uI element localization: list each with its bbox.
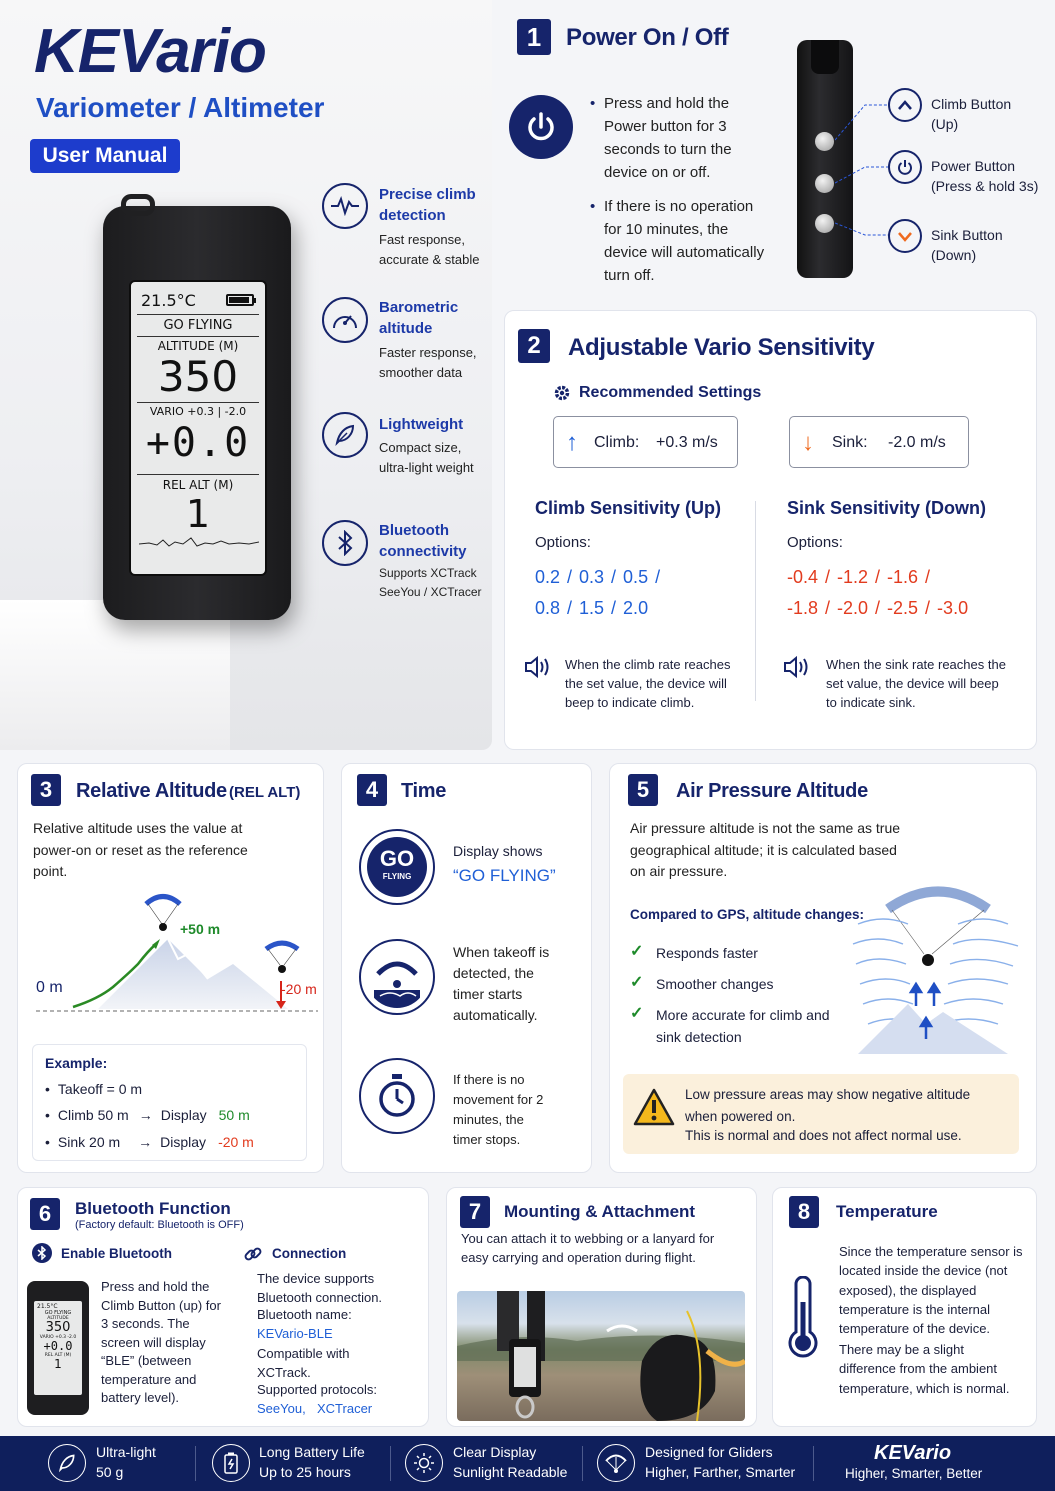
button-sub: (Up): [931, 116, 959, 132]
button-label: Climb Button: [931, 96, 1012, 112]
screen-altitude-value: 350: [157, 352, 239, 401]
section-title-suffix: (REL ALT): [229, 784, 301, 801]
section-number: 8: [789, 1196, 819, 1228]
screen-temperature: 21.5°C: [141, 291, 196, 310]
feature-desc: Fast response, accurate & stable: [379, 232, 480, 267]
chevron-up-icon: [888, 88, 922, 122]
enable-text: Press and hold the Climb Button (up) for 3 seconds. The screen will display “BLE” (between temperature and battery level).: [101, 1279, 221, 1405]
screen-status: GO FLYING: [163, 318, 233, 333]
button-sub: (Down): [931, 247, 977, 263]
device-body: [103, 206, 291, 620]
example-arrow: →: [138, 1107, 153, 1123]
battery-icon: [226, 294, 254, 306]
intro-text: Relative altitude uses the value at power-on or reset as the reference point.: [33, 820, 248, 879]
mini-rel: 1: [54, 1357, 62, 1371]
screen-vario-value: +0.0: [145, 420, 251, 466]
power-small-icon: [888, 150, 922, 184]
power-bullet: • If there is no operation for 10 minutes, the device will automatically turn off.: [588, 195, 773, 287]
climb-box-value: +0.3 m/s: [656, 434, 718, 451]
sink-options-row2: -1.8 / -2.0 / -2.5 / -3.0: [787, 598, 969, 618]
time-item1-line2: “GO FLYING”: [453, 866, 556, 885]
battery-icon: [212, 1444, 250, 1482]
climb-button[interactable]: [815, 132, 834, 151]
mini-rel-label: REL ALT (M): [44, 1353, 72, 1358]
mounting-text: You can attach it to webbing or a lanyard for easy carrying and operation during flight.: [461, 1231, 715, 1265]
sink-box-label: Sink:: [832, 434, 868, 451]
takeoff-icon: [359, 939, 435, 1015]
check-list: [630, 942, 830, 1057]
brand-subtitle: Variometer / Altimeter: [36, 92, 325, 123]
gauge-icon: [322, 297, 368, 343]
warning-line2: This is normal and does not affect normal use.: [685, 1128, 962, 1143]
example-value: 50 m: [218, 1107, 250, 1123]
temperature-text2: There may be a slight difference from the ambient temperature, which is normal.: [839, 1342, 1010, 1396]
label-down: -20 m: [281, 981, 317, 997]
sink-recommended-box: [789, 416, 969, 468]
section-temperature: [772, 1187, 1037, 1427]
mounting-photo: [457, 1291, 745, 1421]
screen-rel-alt-value: 1: [185, 492, 211, 536]
climb-options-row1: 0.2 / 0.3 / 0.5 /: [535, 567, 661, 587]
section-number: 2: [518, 329, 550, 363]
intro-text: Air pressure altitude is not the same as true geographical altitude; it is calculated based on air pressure.: [630, 820, 901, 879]
footer-line2: Higher, Farther, Smarter: [645, 1464, 796, 1480]
link-icon: [243, 1244, 263, 1269]
feature-title: Precise climb detection: [379, 186, 476, 224]
example-row: • Climb 50 m → Display 50 m: [45, 1107, 250, 1123]
label-up: +50 m: [180, 921, 221, 937]
sun-icon: [405, 1444, 443, 1482]
connection-text4: Supported protocols:: [257, 1382, 377, 1397]
check-item: ✓ Smoother changes: [630, 973, 830, 995]
altitude-illustration: [28, 889, 318, 1019]
button-label: Sink Button: [931, 227, 1003, 243]
connection-text1: The device supports Bluetooth connection.: [257, 1271, 383, 1305]
check-item: ✓ Responds faster: [630, 942, 830, 964]
section-time: [341, 763, 592, 1173]
section-title: Adjustable Vario Sensitivity: [568, 334, 875, 361]
section-title: Bluetooth Function: [75, 1199, 231, 1218]
footer-line2: Sunlight Readable: [453, 1464, 568, 1480]
bluetooth-icon: [322, 520, 368, 566]
footer-line2: Up to 25 hours: [259, 1464, 351, 1480]
compare-title: Compared to GPS, altitude changes:: [630, 907, 865, 922]
footer-brand: KEVario: [874, 1442, 952, 1464]
warning-icon: [633, 1088, 675, 1131]
screen-altitude-label: ALTITUDE (M): [157, 339, 239, 353]
ble-name: KEVario-BLE: [257, 1326, 333, 1341]
sink-button[interactable]: [815, 214, 834, 233]
section-title: Mounting & Attachment: [504, 1202, 696, 1221]
mini-vario-label: VARIO +0.3 -2.0: [39, 1335, 77, 1340]
speaker-icon: [782, 654, 812, 685]
mini-alt-label: ALTITUDE: [47, 1316, 69, 1321]
example-cell: Display: [160, 1134, 207, 1150]
power-button[interactable]: [815, 174, 834, 193]
example-arrow: →: [138, 1134, 153, 1150]
climb-note: When the climb rate reaches the set value, the device will beep to indicate climb.: [565, 657, 731, 710]
climb-box-label: Climb:: [594, 434, 640, 451]
climb-col-title: Climb Sensitivity (Up): [535, 498, 722, 518]
speaker-icon: [523, 654, 553, 685]
footer-line1: Designed for Gliders: [645, 1444, 773, 1460]
example-value: -20 m: [218, 1134, 254, 1150]
check-item: ✓ More accurate for climb and sink detection: [630, 1004, 830, 1048]
section-number: 7: [460, 1196, 490, 1228]
section-number: 3: [31, 774, 61, 806]
label-zero: 0 m: [36, 979, 63, 996]
feature-desc: Supports XCTrack SeeYou / XCTracer: [379, 566, 482, 599]
go-logo-bottom: FLYING: [382, 872, 412, 881]
mini-status: GO FLYING: [44, 1310, 72, 1316]
connection-text3: Compatible with XCTrack.: [257, 1346, 350, 1380]
device-screen: [129, 280, 267, 576]
section-title: Time: [401, 780, 447, 802]
power-icon: [509, 95, 573, 159]
footer-bar: [0, 1436, 1055, 1491]
section-title: Relative Altitude: [76, 780, 227, 802]
enable-title: Enable Bluetooth: [61, 1246, 172, 1261]
sink-col-title: Sink Sensitivity (Down): [787, 498, 987, 518]
time-item1-line1: Display shows: [453, 843, 543, 859]
gear-icon: [553, 384, 571, 402]
bluetooth-icon: [32, 1243, 52, 1263]
connection-text2: Bluetooth name:: [257, 1307, 352, 1322]
section-air-pressure: [609, 763, 1037, 1173]
feature-desc: Faster response, smoother data: [379, 345, 477, 380]
time-item2: When takeoff is detected, the timer starts automatically.: [453, 944, 550, 1023]
connection-title: Connection: [272, 1246, 347, 1261]
mini-temp: 21.5°C: [37, 1303, 58, 1310]
footer-line1: Clear Display: [453, 1444, 537, 1460]
power-bullets: [588, 92, 773, 287]
example-cell: Climb 50 m: [57, 1107, 129, 1123]
climb-options-row2: 0.8 / 1.5 / 2.0: [535, 598, 649, 618]
example-row: • Sink 20 m → Display -20 m: [45, 1134, 254, 1150]
mini-device: [27, 1281, 89, 1415]
power-bullet: • Press and hold the Power button for 3 seconds to turn the device on or off.: [588, 92, 773, 184]
section-bluetooth: [17, 1187, 429, 1427]
waveform-icon: [322, 183, 368, 229]
example-cell: Display: [160, 1107, 207, 1123]
mini-vario: +0.0: [43, 1339, 73, 1353]
section-subtitle: (Factory default: Bluetooth is OFF): [75, 1219, 244, 1231]
section-title: Power On / Off: [566, 24, 729, 51]
feature-desc: Compact size, ultra-light weight: [379, 440, 474, 475]
example-title: Example:: [45, 1055, 108, 1071]
climb-options-label: Options:: [535, 534, 591, 551]
user-manual-badge: User Manual: [30, 139, 180, 173]
brand-title: KEVario: [34, 17, 266, 86]
arrow-up-icon: ↑: [566, 429, 578, 456]
example-row: • Takeoff = 0 m: [45, 1081, 143, 1097]
feature-title: Barometric altitude: [379, 299, 459, 337]
sink-options-row1: -0.4 / -1.2 / -1.6 /: [787, 567, 931, 587]
device-lanyard-loop: [121, 194, 155, 216]
sink-note: When the sink rate reaches the set value, the device will beep to indicate sink.: [826, 657, 1006, 710]
footer-line1: Long Battery Life: [259, 1444, 365, 1460]
feature-title: Lightweight: [379, 416, 464, 433]
footer-line1: Ultra-light: [96, 1444, 156, 1460]
section-sensitivity: [504, 310, 1037, 750]
feather-icon: [48, 1444, 86, 1482]
example-cell: Takeoff = 0 m: [57, 1081, 143, 1097]
warning-line1: Low pressure areas may show negative altitude when powered on.: [685, 1087, 971, 1124]
protocol-xctracer: XCTracer: [317, 1401, 373, 1416]
temperature-text1: Since the temperature sensor is located inside the device (not exposed), the displayed temperature is the internal temperature of the device.: [839, 1244, 1023, 1337]
section-number: 4: [357, 774, 387, 806]
section-title: Temperature: [836, 1202, 938, 1221]
section-mounting: [446, 1187, 757, 1427]
example-box: [32, 1044, 307, 1161]
button-label: Power Button: [931, 158, 1016, 174]
screen-vario-trace: [139, 532, 259, 552]
footer-slogan: Higher, Smarter, Better: [845, 1466, 983, 1481]
mini-alt: 350: [45, 1320, 71, 1335]
screen-rel-alt-label: REL ALT (M): [162, 478, 234, 492]
feather-icon: [322, 412, 368, 458]
button-sub: (Press & hold 3s): [931, 178, 1039, 194]
warning-box: [623, 1074, 1019, 1154]
climb-recommended-box: [553, 416, 738, 468]
go-flying-logo: [359, 829, 435, 905]
footer-line2: 50 g: [96, 1464, 124, 1480]
chevron-down-icon: [888, 219, 922, 253]
section-relative-altitude: [17, 763, 324, 1173]
time-item3: If there is no movement for 2 minutes, the timer stops.: [453, 1072, 544, 1147]
example-cell: Sink 20 m: [57, 1134, 121, 1150]
glider-icon: [597, 1444, 635, 1482]
go-logo-top: GO: [379, 846, 415, 871]
feature-title: Bluetooth connectivity: [379, 522, 467, 560]
screen-vario-label: VARIO +0.3 | -2.0: [149, 405, 247, 418]
section-number: 6: [30, 1198, 60, 1230]
button-leader-lines: [835, 95, 895, 245]
recommended-label: Recommended Settings: [579, 384, 762, 401]
section-title: Air Pressure Altitude: [676, 780, 868, 802]
arrow-down-icon: ↓: [802, 429, 814, 456]
sink-options-label: Options:: [787, 534, 843, 551]
sink-box-value: -2.0 m/s: [888, 434, 946, 451]
hero-pedestal: [0, 600, 230, 750]
column-divider: [755, 501, 756, 701]
stopwatch-icon: [359, 1058, 435, 1134]
thermometer-icon: [785, 1276, 821, 1367]
pressure-illustration: [848, 884, 1028, 1064]
section-number: 5: [628, 774, 658, 806]
protocol-seeyou: SeeYou,: [257, 1401, 306, 1416]
section-number: 1: [517, 19, 551, 55]
